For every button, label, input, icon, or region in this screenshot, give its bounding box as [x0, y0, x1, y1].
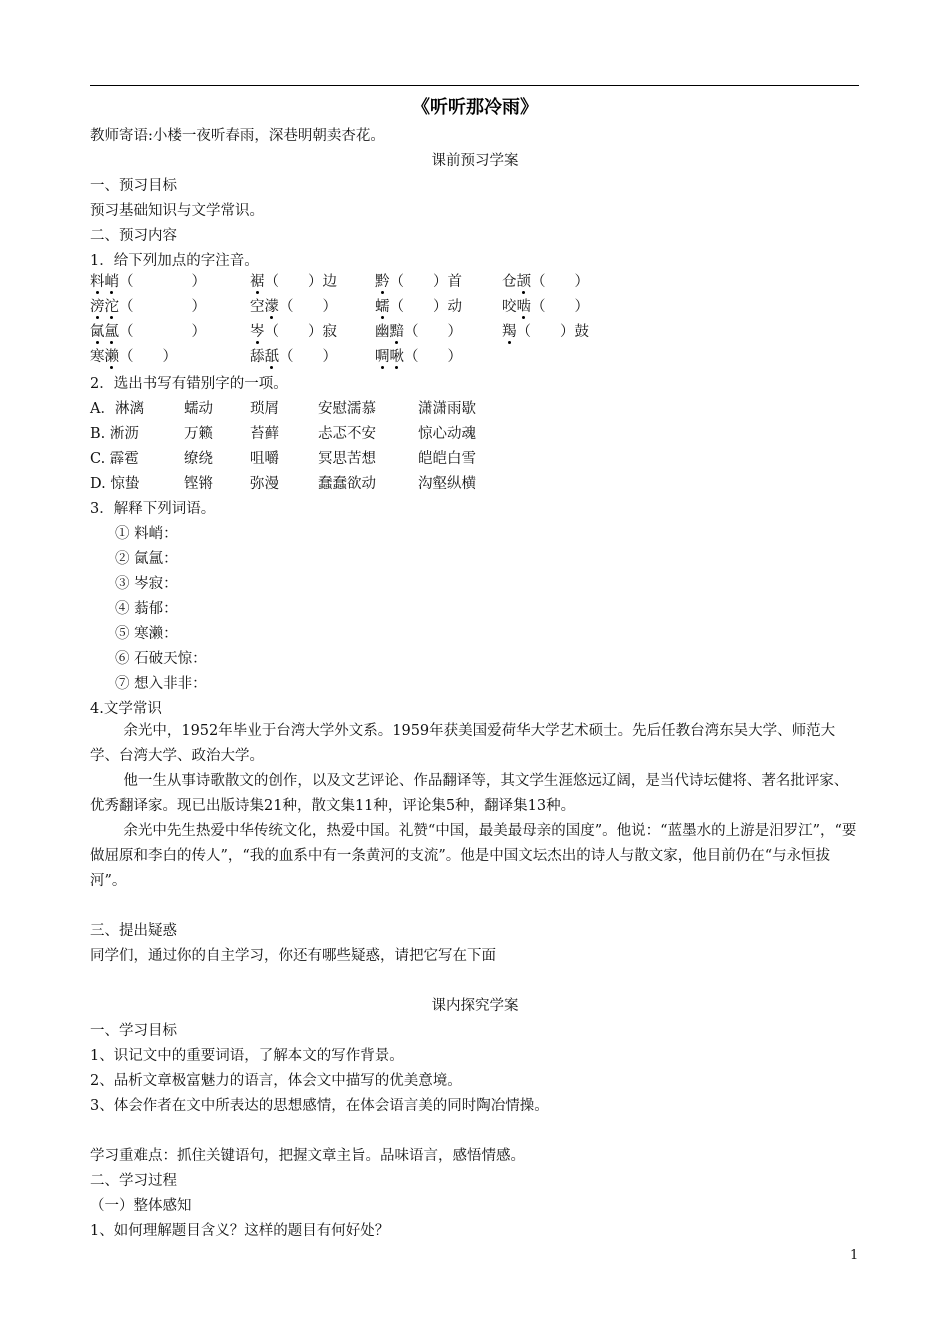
pinyin-item: 咬啮（ ）: [502, 299, 589, 315]
option-cell: C. 霹雹: [90, 451, 139, 467]
pinyin-item: 舔舐（ ）: [250, 349, 337, 365]
pinyin-item: 氤氲（ ）: [90, 324, 206, 340]
paragraph-love-china: 余光中先生热爱中华传统文化，热爱中国。礼赞“中国，最美最母亲的国度”。他说：“蓝墨水的上游是汨罗江”，“要做屈原和李白的传人”，“我的血系中有一条黄河的支流”。他是中国文坛杰出的诗人与散文家，他目前仍在“与永恒拔河”。: [90, 823, 857, 889]
header-rule: [90, 85, 859, 86]
question-3: 3．解释下列词语。: [90, 501, 216, 517]
pinyin-item: 滂沱（ ）: [90, 299, 206, 315]
pinyin-item: 岑（ ）寂: [250, 324, 337, 340]
pinyin-item: 幽黯（ ）: [375, 324, 462, 340]
section-heading-preview: 课前预习学案: [431, 153, 519, 169]
option-cell: 铿锵: [184, 476, 213, 492]
term-item: ④ 蓊郁：: [115, 601, 178, 617]
option-cell: 沟壑纵横: [418, 476, 476, 492]
page-number: 1: [850, 1248, 859, 1263]
key-points: 学习重难点：抓住关键语句，把握文章主旨。品味语言，感悟情感。: [90, 1148, 525, 1164]
term-item: ⑤ 寒濑：: [115, 626, 178, 642]
pinyin-item: 空濛（ ）: [250, 299, 337, 315]
pinyin-item: 啁啾（ ）: [375, 349, 462, 365]
option-cell: 琐屑: [250, 401, 279, 417]
option-cell: D. 惊蛰: [90, 476, 140, 492]
pinyin-item: 料峭（ ）: [90, 274, 206, 290]
paragraph-career: 他一生从事诗歌散文的创作，以及文艺评论、作品翻译等，其文学生涯悠远辽阔，是当代诗坛健将、著名批评家、优秀翻译家。现已出版诗集21种，散文集11种，评论集5种，翻译集13种。: [90, 773, 849, 814]
question-1: 1．给下列加点的字注音。: [90, 253, 259, 269]
learning-goal-item: 3、体会作者在文中所表达的思想感情，在体会语言美的同时陶冶情操。: [90, 1098, 549, 1114]
term-item: ⑥ 石破天惊：: [115, 651, 207, 667]
learning-goal-heading: 一、学习目标: [90, 1023, 177, 1039]
option-cell: 蠕动: [184, 401, 213, 417]
learning-goal-item: 2、品析文章极富魅力的语言，体会文中描写的优美意境。: [90, 1073, 462, 1089]
term-item: ① 料峭：: [115, 526, 178, 542]
option-cell: 缭绕: [184, 451, 213, 467]
option-cell: 潇潇雨歇: [418, 401, 476, 417]
term-item: ⑦ 想入非非：: [115, 676, 207, 692]
teacher-motto: 教师寄语:小楼一夜听春雨，深巷明朝卖杏花。: [90, 128, 385, 144]
paragraph-bio: 余光中，1952年毕业于台湾大学外文系。1959年获美国爱荷华大学艺术硕士。先后任教台湾东吴大学、师范大学、台湾大学、政治大学。: [90, 723, 836, 764]
pinyin-item: 黔（ ）首: [375, 274, 462, 290]
option-cell: 蠢蠢欲动: [318, 476, 376, 492]
preview-content-heading: 二、预习内容: [90, 228, 177, 244]
pinyin-item: 羯（ ）鼓: [502, 324, 589, 340]
process-question-1: 1、如何理解题目含义？这样的题目有何好处？: [90, 1223, 390, 1239]
question-4: 4.文学常识: [90, 701, 162, 717]
learning-process-heading: 二、学习过程: [90, 1173, 177, 1189]
option-cell: 咀嚼: [250, 451, 279, 467]
pinyin-item: 裾（ ）边: [250, 274, 337, 290]
preview-goal-heading: 一、预习目标: [90, 178, 177, 194]
option-cell: B. 淅沥: [90, 426, 139, 442]
question-2: 2．选出书写有错别字的一项。: [90, 376, 288, 392]
doubts-heading: 三、提出疑惑: [90, 923, 177, 939]
section-heading-inclass: 课内探究学案: [431, 998, 519, 1014]
pinyin-item: 寒濑（ ）: [90, 349, 177, 365]
pinyin-item: 蠕（ ）动: [375, 299, 462, 315]
overall-perception-heading: （一）整体感知: [90, 1198, 192, 1214]
option-cell: 苔藓: [250, 426, 279, 442]
option-cell: 惊心动魂: [418, 426, 476, 442]
page-title: 《听听那冷雨》: [412, 97, 538, 118]
option-cell: A．淋漓: [90, 401, 144, 417]
option-cell: 万籁: [184, 426, 213, 442]
learning-goal-item: 1、识记文中的重要词语，了解本文的写作背景。: [90, 1048, 404, 1064]
option-cell: 安慰濡慕: [318, 401, 376, 417]
preview-goal-text: 预习基础知识与文学常识。: [90, 203, 264, 219]
option-cell: 冥思苦想: [318, 451, 376, 467]
term-item: ② 氤氲：: [115, 551, 178, 567]
term-item: ③ 岑寂：: [115, 576, 178, 592]
option-cell: 忐忑不安: [318, 426, 376, 442]
doubts-text: 同学们，通过你的自主学习，你还有哪些疑惑，请把它写在下面: [90, 948, 496, 964]
option-cell: 弥漫: [250, 476, 279, 492]
pinyin-item: 仓颉（ ）: [502, 274, 589, 290]
option-cell: 皑皑白雪: [418, 451, 476, 467]
